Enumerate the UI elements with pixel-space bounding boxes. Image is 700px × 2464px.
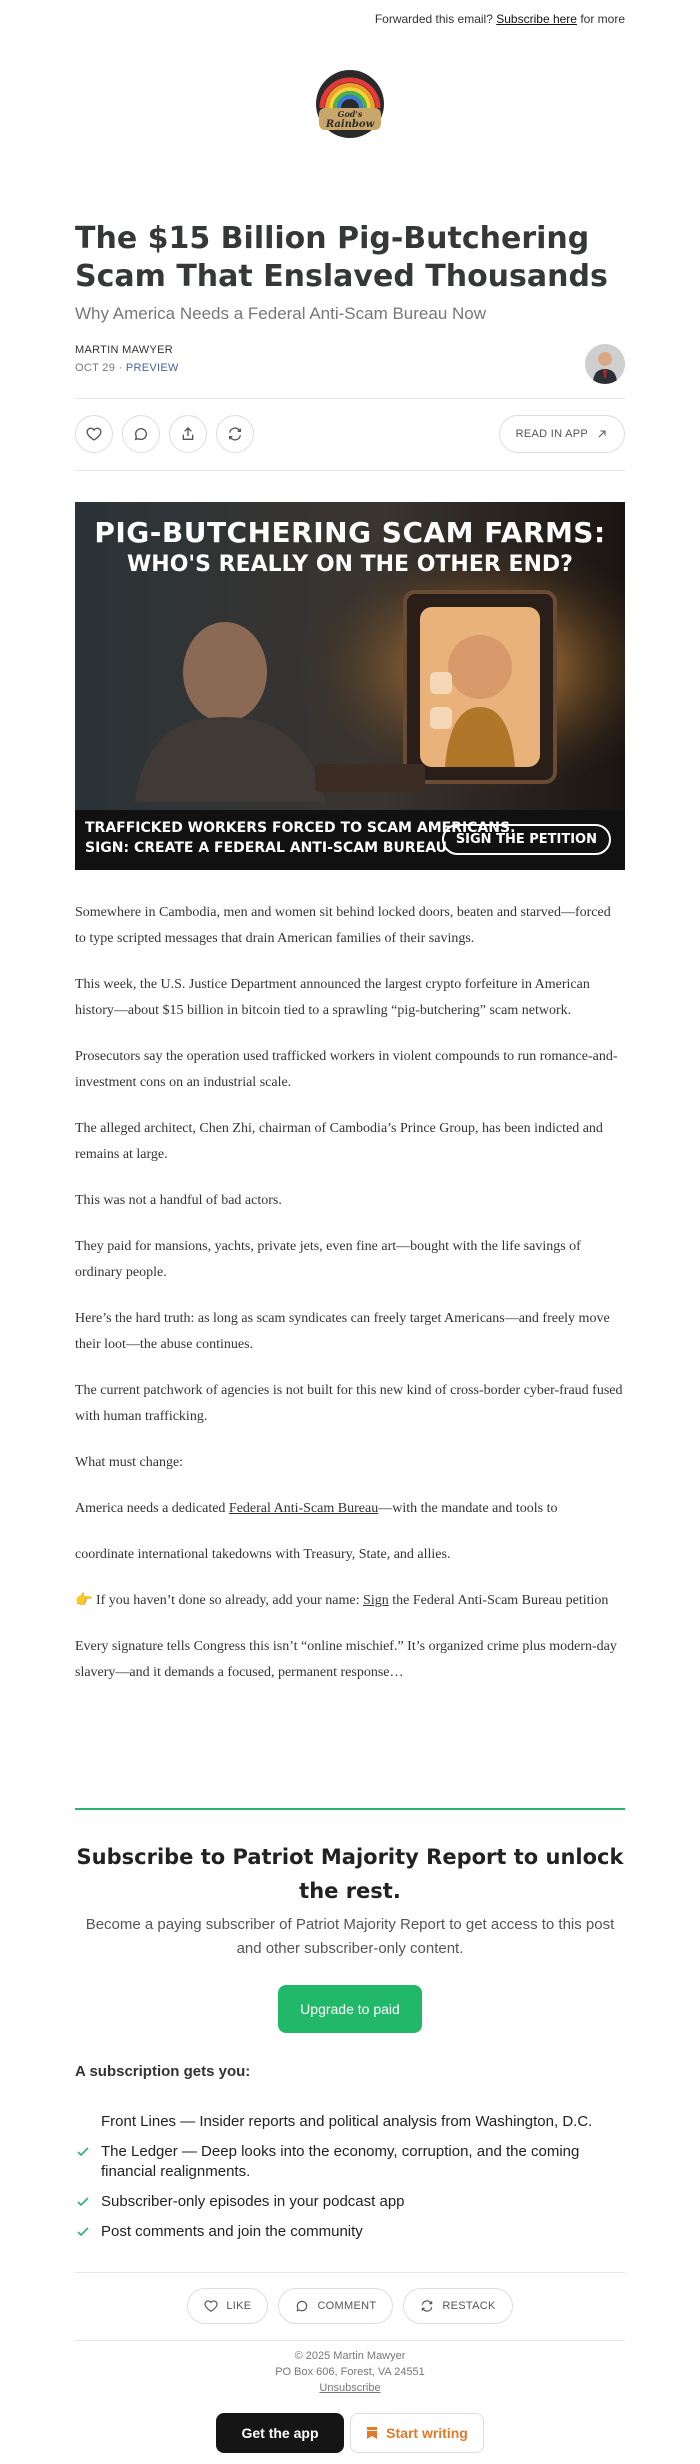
- post-date: [75, 362, 625, 374]
- get-the-app-button[interactable]: Get the app: [216, 2413, 344, 2453]
- logo-line1: God's: [337, 109, 363, 119]
- paragraph: coordinate international takedowns with Treasury, State, and allies.: [75, 1547, 451, 1562]
- footer-actions: [0, 2288, 700, 2324]
- paragraph: Prosecutors say the operation used trafficked workers in violent compounds to run romance-and-investment cons on an industrial scale.: [75, 1049, 618, 1090]
- sign-petition-link[interactable]: Sign: [363, 1593, 389, 1608]
- restack-button[interactable]: [403, 2288, 512, 2324]
- author-avatar[interactable]: [585, 344, 625, 384]
- pointing-hand-icon: 👉: [75, 1593, 93, 1608]
- hero-headline-1: PIG-BUTCHERING SCAM FARMS:: [94, 516, 606, 549]
- start-writing-label: Start writing: [386, 2425, 468, 2441]
- like-button[interactable]: [187, 2288, 268, 2324]
- hero-headline-2: WHO'S REALLY ON THE OTHER END?: [127, 552, 573, 577]
- start-writing-button[interactable]: [350, 2413, 484, 2453]
- benefit-text: Subscriber-only episodes in your podcast app: [101, 2193, 405, 2210]
- restack-icon: [227, 426, 243, 442]
- heart-icon: [86, 426, 102, 442]
- paragraph-text: If you haven’t done so already, add your name:: [92, 1593, 364, 1608]
- comment-button[interactable]: [122, 415, 160, 453]
- like-button[interactable]: [75, 415, 113, 453]
- paragraph: Here’s the hard truth: as long as scam syndicates can freely target Americans—and freely move their loot—the abuse continues.: [75, 1311, 610, 1352]
- restack-icon: [420, 2299, 434, 2313]
- restack-label: RESTACK: [442, 2300, 496, 2312]
- paragraph-text: the Federal Anti-Scam Bureau petition: [388, 1593, 609, 1608]
- author-name[interactable]: MARTIN MAWYER: [75, 344, 174, 356]
- paragraph-text: America needs a dedicated: [75, 1501, 229, 1516]
- upgrade-to-paid-button[interactable]: Upgrade to paid: [278, 1985, 422, 2033]
- paragraph: [75, 1496, 625, 1522]
- paragraph: [75, 1588, 625, 1614]
- comment-icon: [133, 426, 149, 442]
- read-in-app-label: READ IN APP: [515, 428, 588, 440]
- paragraph: They paid for mansions, yachts, private jets, even fine art—bought with the life savings of ordinary people.: [75, 1239, 581, 1280]
- paywall-title: Subscribe to Patriot Majority Report to unlock the rest.: [76, 1845, 624, 1903]
- logo-line2: Rainbow: [325, 119, 375, 130]
- paragraph: This week, the U.S. Justice Department announced the largest crypto forfeiture in American history—about $15 billion in bitcoin tied to a sprawling “pig-butchering” scam network.: [75, 977, 590, 1018]
- benefit-text: The Ledger — Deep looks into the economy, corruption, and the coming financial realignments.: [101, 2143, 580, 2180]
- read-in-app-button[interactable]: [499, 415, 625, 453]
- list-item: [75, 2112, 625, 2132]
- share-icon: [180, 426, 196, 442]
- list-item: [75, 2142, 625, 2182]
- date-separator: ·: [118, 362, 123, 374]
- arrow-up-right-icon: [596, 428, 608, 440]
- for-more-text: for more: [580, 12, 625, 26]
- subscription-benefits-heading: A subscription gets you:: [75, 2063, 251, 2080]
- avatar-image: [585, 344, 625, 384]
- comment-icon: [295, 2299, 309, 2313]
- post-title[interactable]: The $15 Billion Pig-Butchering Scam That Enslaved Thousands: [75, 221, 608, 294]
- forward-text: Forwarded this email?: [374, 12, 493, 26]
- hero-banner: [75, 810, 625, 870]
- paragraph-text: —with the mandate and tools to: [378, 1501, 558, 1516]
- paywall-description: Become a paying subscriber of Patriot Majority Report to get access to this post and other subscriber-only content.: [85, 1916, 615, 1957]
- list-item: [75, 2222, 625, 2242]
- comment-button[interactable]: [278, 2288, 393, 2324]
- list-item: [75, 2192, 625, 2212]
- anti-scam-bureau-link[interactable]: Federal Anti-Scam Bureau: [228, 1501, 379, 1516]
- paragraph: Every signature tells Congress this isn’t “online mischief.” It’s organized crime plus modern-day slavery—and it demands a focused, permanent response…: [75, 1639, 617, 1680]
- paragraph: Somewhere in Cambodia, men and women sit behind locked doors, beaten and starved—forced to type scripted messages that drain American families of their savings.: [75, 905, 611, 946]
- post-subtitle: Why America Needs a Federal Anti-Scam Bureau Now: [75, 304, 487, 323]
- heart-icon: [204, 2299, 218, 2313]
- copyright: © 2025 Martin Mawyer: [294, 2350, 406, 2362]
- footer-cta: [0, 2413, 700, 2453]
- bookmark-icon: [366, 2426, 378, 2440]
- hero-bottom-line1: TRAFFICKED WORKERS FORCED TO SCAM AMERICANS.: [85, 820, 516, 836]
- divider: [75, 2340, 625, 2341]
- check-icon: [77, 2226, 89, 2238]
- benefit-text: Post comments and join the community: [101, 2223, 363, 2240]
- benefits-list: [75, 2112, 625, 2252]
- paywall-divider: [75, 1808, 625, 1810]
- unsubscribe-link[interactable]: Unsubscribe: [319, 2382, 381, 2394]
- paragraph: This was not a handful of bad actors.: [75, 1193, 282, 1208]
- paragraph: The alleged architect, Chen Zhi, chairman of Cambodia’s Prince Group, has been indicted and remains at large.: [75, 1121, 603, 1162]
- publication-logo[interactable]: [0, 64, 700, 144]
- comment-label: COMMENT: [317, 2300, 377, 2312]
- sign-petition-badge: SIGN THE PETITION: [442, 824, 611, 855]
- divider: [75, 470, 625, 471]
- hero-bottom-line2: SIGN: CREATE A FEDERAL ANTI-SCAM BUREAU: [85, 840, 448, 856]
- byline: [75, 344, 625, 384]
- post-actions: [75, 415, 625, 453]
- check-icon: [77, 2196, 89, 2208]
- footer-legal: [0, 2348, 700, 2396]
- preview-label: PREVIEW: [125, 362, 179, 374]
- forward-notice: [75, 0, 625, 28]
- date-text: OCT 29: [75, 362, 116, 374]
- like-label: LIKE: [226, 2300, 252, 2312]
- divider: [75, 398, 625, 399]
- divider: [75, 2272, 625, 2273]
- paragraph: What must change:: [75, 1455, 184, 1470]
- post-body: [75, 900, 625, 1706]
- benefit-text: Front Lines — Insider reports and political analysis from Washington, D.C.: [101, 2113, 593, 2130]
- hero-image[interactable]: [75, 502, 625, 870]
- paragraph: The current patchwork of agencies is not built for this new kind of cross-border cyber-fraud fused with human trafficking.: [75, 1383, 623, 1424]
- subscribe-link[interactable]: Subscribe here: [496, 12, 577, 26]
- rainbow-logo-icon: [305, 64, 395, 144]
- share-button[interactable]: [169, 415, 207, 453]
- restack-button[interactable]: [216, 415, 254, 453]
- mailing-address: PO Box 606, Forest, VA 24551: [275, 2366, 425, 2378]
- check-icon: [77, 2146, 89, 2158]
